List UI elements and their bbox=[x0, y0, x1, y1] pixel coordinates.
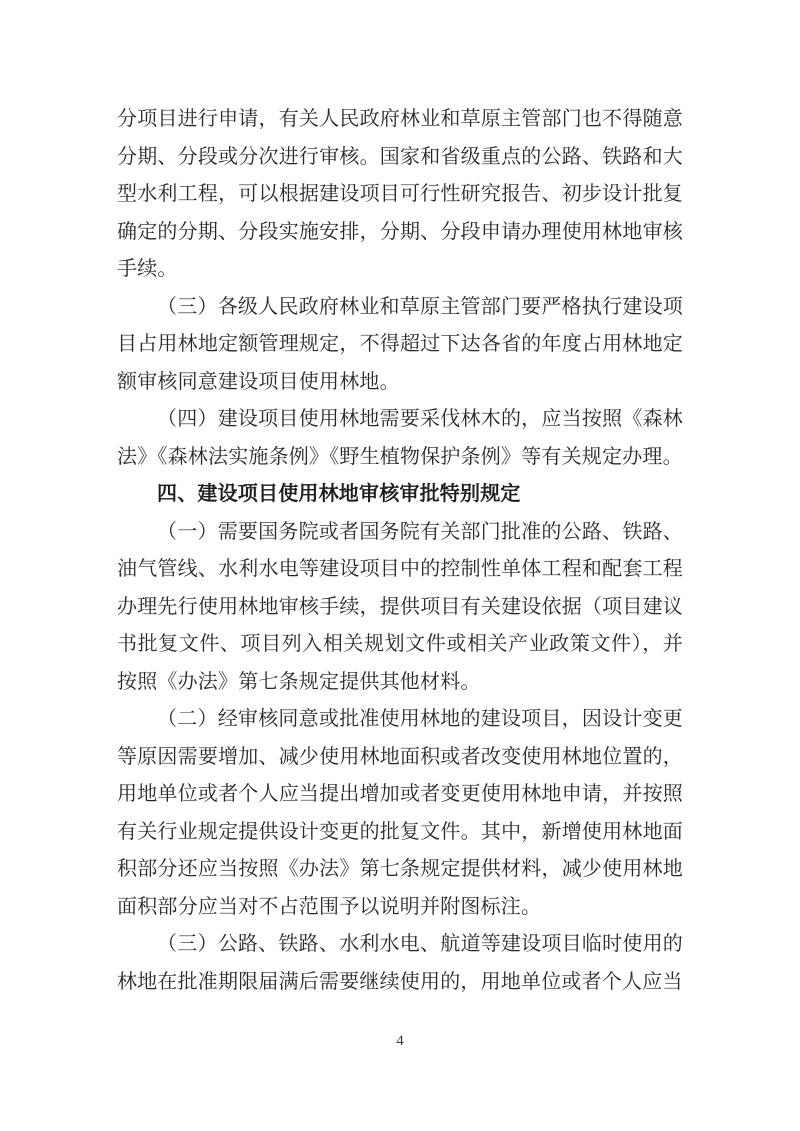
page-number: 4 bbox=[396, 1033, 404, 1049]
paragraph-special-item-2: （二）经审核同意或批准使用林地的建设项目，因设计变更等原因需要增加、减少使用林地面积或者改变使用林地位置的，用地单位或者个人应当提出增加或者变更使用林地申请，并按照有关行业规定提供设计变更的批复文件。其中，新增使用林地面积部分还应当按照《办法》第七条规定提供材料，减少使用林地面积部分应当对不占范围予以说明并附图标注。 bbox=[117, 708, 683, 918]
paragraph-special-item-1: （一）需要国务院或者国务院有关部门批准的公路、铁路、油气管线、水利水电等建设项目中的控制性单体工程和配套工程办理先行使用林地审核手续，提供项目有关建设依据（项目建议书批复文件、项目列入相关规划文件或相关产业政策文件），并按照《办法》第七条规定提供其他材料。 bbox=[117, 520, 683, 693]
paragraph-special-item-3: （三）公路、铁路、水利水电、航道等建设项目临时使用的林地在批准期限届满后需要继续使用的，用地单位或者个人应当 bbox=[117, 933, 683, 993]
paragraph-item-4: （四）建设项目使用林地需要采伐林木的，应当按照《森林法》《森林法实施条例》《野生植物保护条例》等有关规定办理。 bbox=[117, 408, 683, 468]
paragraph-item-3: （三）各级人民政府林业和草原主管部门要严格执行建设项目占用林地定额管理规定，不得超过下达各省的年度占用林地定额审核同意建设项目使用林地。 bbox=[117, 295, 683, 393]
section-heading: 四、建设项目使用林地审核审批特别规定 bbox=[157, 483, 521, 505]
paragraph-continuation: 分项目进行申请，有关人民政府林业和草原主管部门也不得随意分期、分段或分次进行审核。国家和省级重点的公路、铁路和大型水利工程，可以根据建设项目可行性研究报告、初步设计批复确定的分期、分段实施安排，分期、分段申请办理使用林地审核手续。 bbox=[117, 108, 683, 280]
document-body bbox=[117, 101, 683, 1001]
